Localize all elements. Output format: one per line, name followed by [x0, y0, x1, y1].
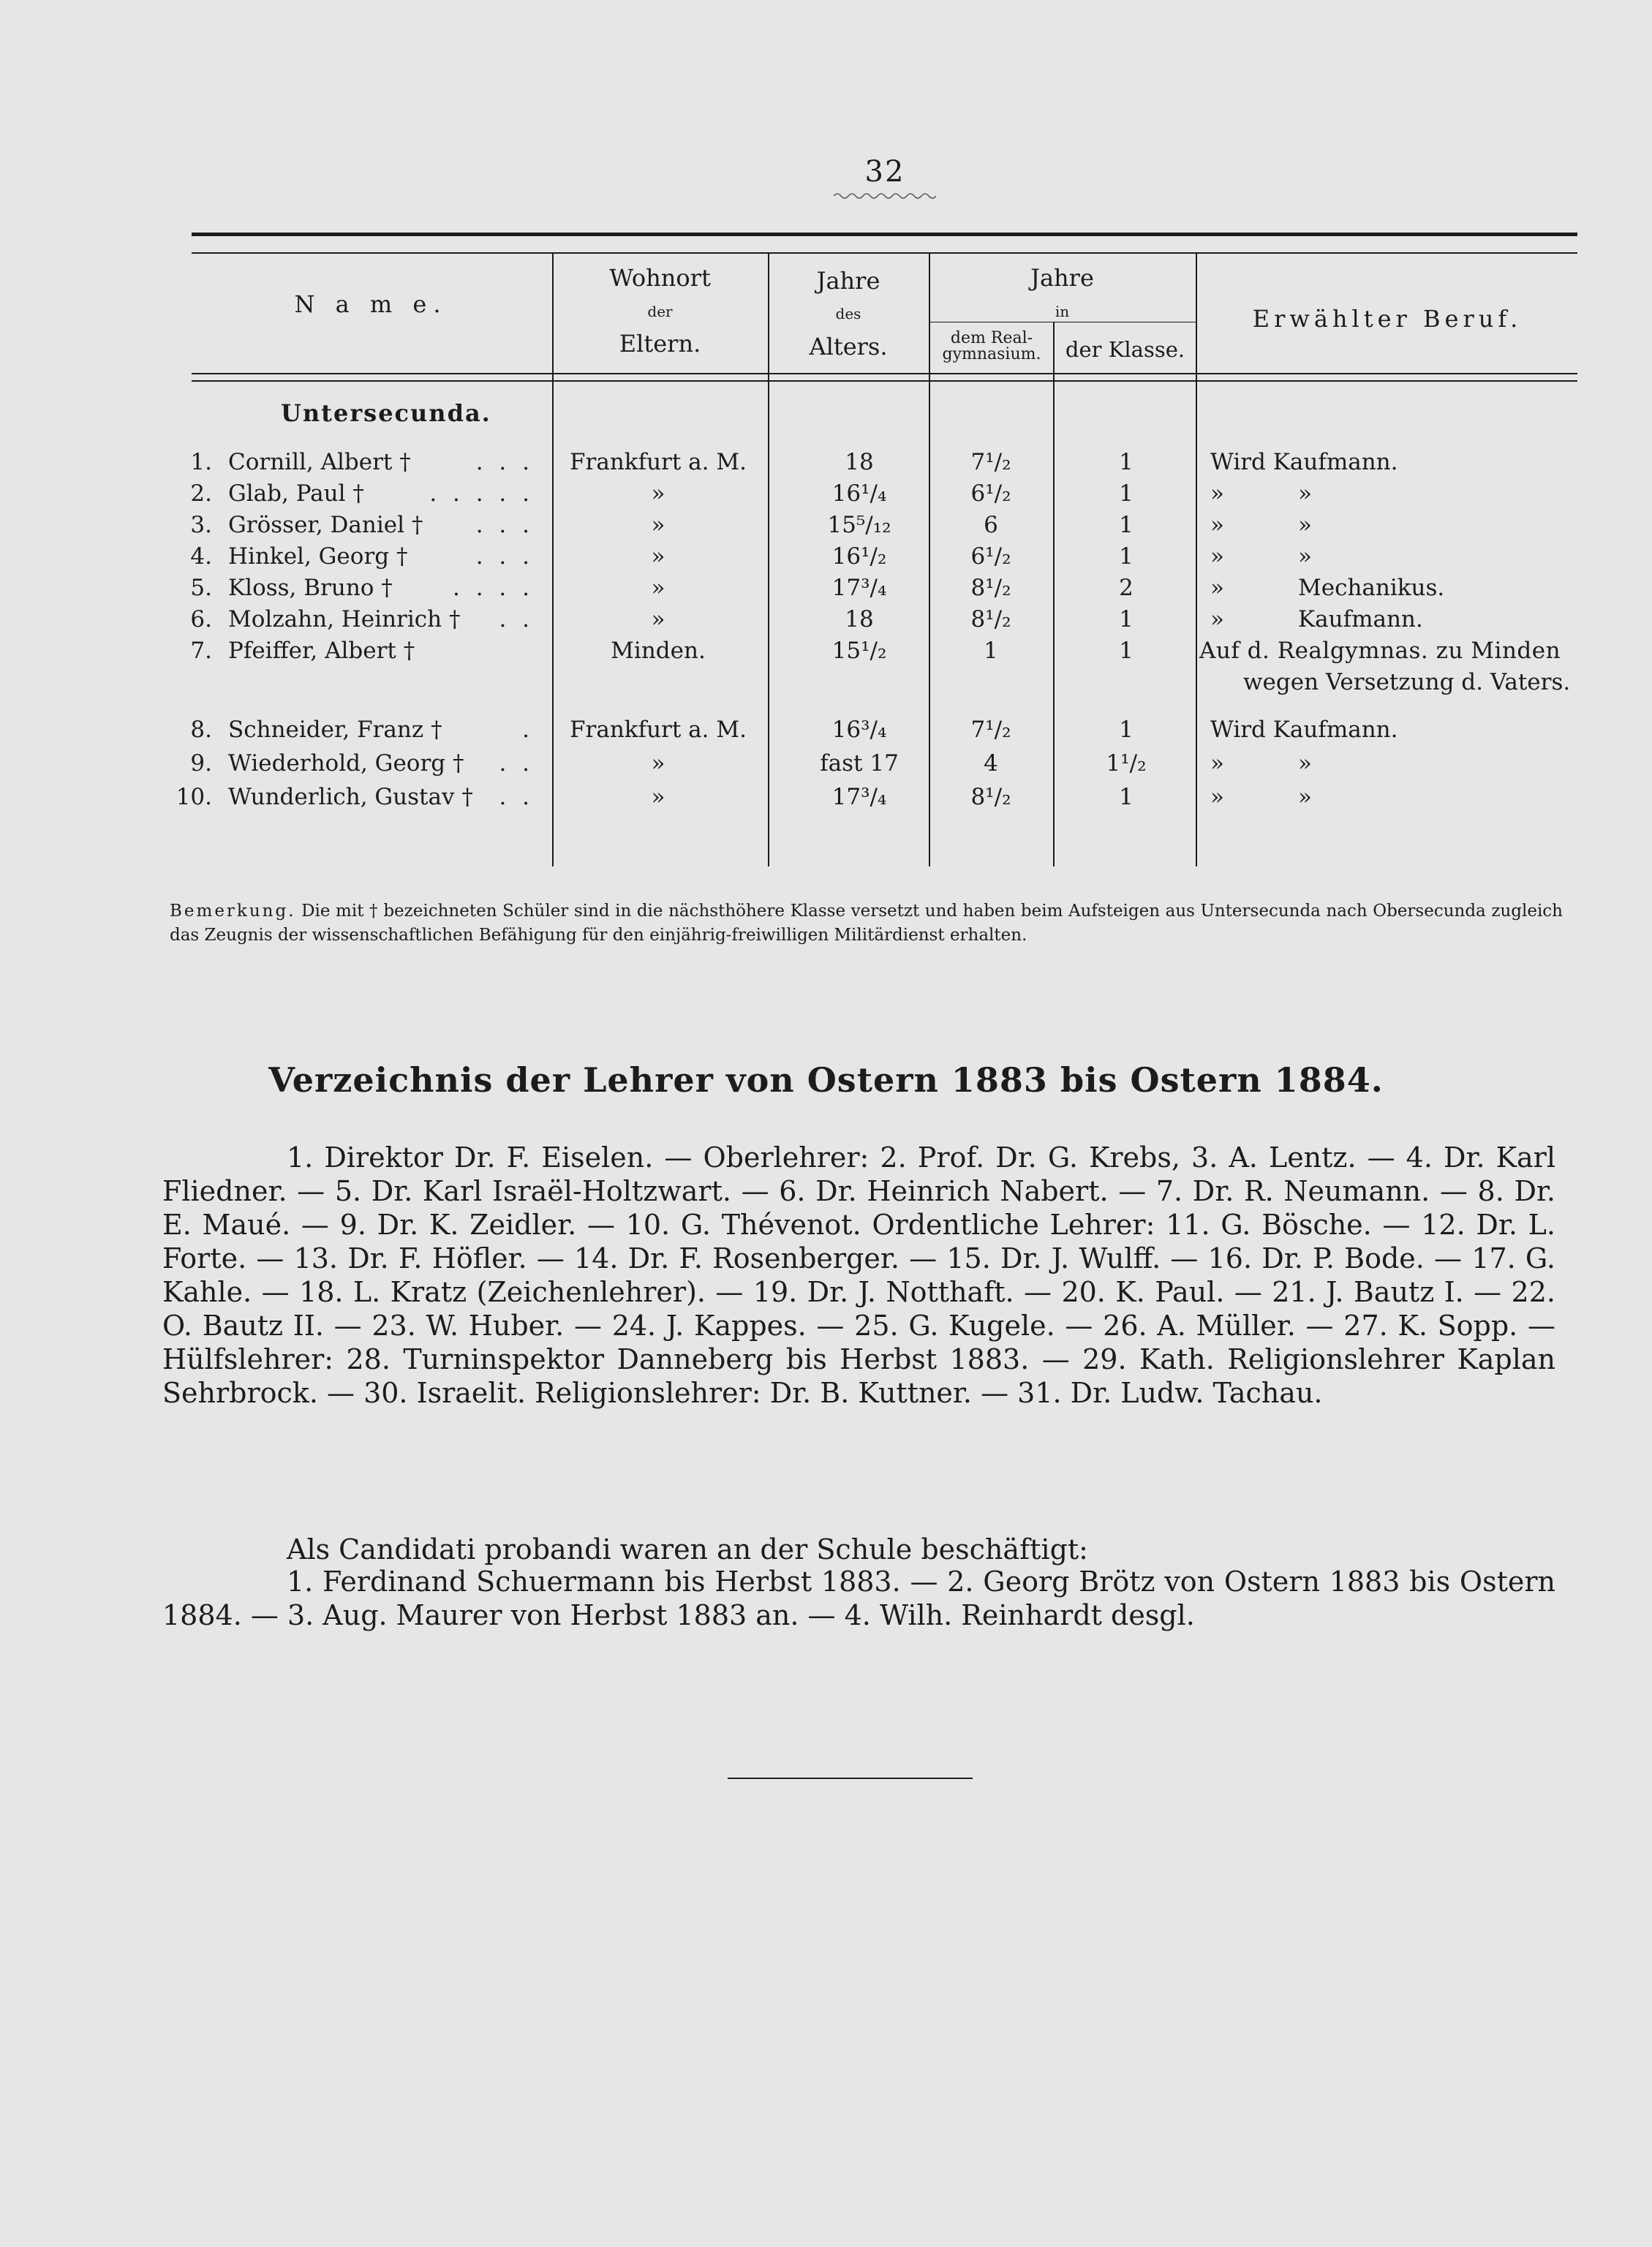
years-realgymnasium: 6¹/₂: [970, 543, 1011, 570]
header-eltern: Eltern.: [619, 330, 701, 358]
residence: »: [651, 543, 665, 570]
student-name: Cornill, Albert †: [228, 449, 411, 475]
career: »: [1210, 543, 1224, 570]
leader-dots: .: [522, 717, 534, 743]
student-name: Pfeiffer, Albert †: [228, 638, 415, 664]
career-2: »: [1298, 480, 1312, 507]
leader-dots: . . .: [475, 512, 534, 538]
years-realgymnasium: 8¹/₂: [970, 784, 1011, 810]
years-realgymnasium: 8¹/₂: [970, 606, 1011, 632]
residence: Minden.: [611, 638, 706, 664]
header-jahre-in: in: [1055, 303, 1070, 320]
student-name: Hinkel, Georg †: [228, 543, 408, 570]
page-number-ornament: [834, 192, 936, 200]
age: 16¹/₄: [831, 480, 887, 507]
years-realgymnasium: 6¹/₂: [970, 480, 1011, 507]
residence: »: [651, 512, 665, 538]
career-2: »: [1298, 543, 1312, 570]
student-name: Schneider, Franz †: [228, 717, 442, 743]
leader-dots: . .: [499, 750, 534, 777]
candidates-intro: Als Candidati probandi waren an der Schule beschäftigt:: [287, 1533, 1088, 1566]
student-name: Glab, Paul †: [228, 480, 364, 507]
age: 15¹/₂: [831, 638, 887, 664]
age: 15⁵/₁₂: [827, 512, 891, 538]
career: wegen Versetzung d. Vaters.: [1243, 669, 1571, 695]
row-number: 2.: [190, 480, 212, 507]
age: 18: [845, 449, 874, 475]
career: »: [1210, 784, 1224, 810]
header-bottom-rule: [192, 373, 1577, 374]
row-number: 3.: [190, 512, 212, 538]
leader-dots: . . . . .: [429, 480, 534, 507]
years-class: 1: [1119, 638, 1134, 664]
header-alter-des: des: [835, 305, 861, 322]
leader-dots: . . .: [475, 449, 534, 475]
header-realgymnasium: dem Real-gymnasium.: [942, 329, 1041, 363]
age: fast 17: [820, 750, 899, 777]
leader-dots: . . .: [475, 543, 534, 570]
career-2: »: [1298, 512, 1312, 538]
residence: »: [651, 480, 665, 507]
remark-text: Die mit † bezeichneten Schüler sind in die nächsthöhere Klasse versetzt und haben beim Aufsteigen aus Untersecunda nach Obersecunda zugleich das Zeugnis der wissenschaftlichen Befähigung für den einjährig-freiwilligen Militärdienst erhalten.: [170, 902, 1563, 945]
header-jahre: Jahre: [1030, 264, 1094, 292]
career: Wird Kaufmann.: [1210, 449, 1398, 475]
header-beruf: Erwählter Beruf.: [1252, 305, 1523, 333]
years-class: 1: [1119, 449, 1134, 475]
table-row: [0, 750, 1652, 787]
years-realgymnasium: 8¹/₂: [970, 575, 1011, 601]
career: »: [1210, 480, 1224, 507]
age: 16¹/₂: [831, 543, 887, 570]
row-number: 4.: [190, 543, 212, 570]
years-class: 1: [1119, 512, 1134, 538]
leader-dots: . .: [499, 784, 534, 810]
header-wohnort-der: der: [647, 303, 673, 320]
table-top-rule: [192, 233, 1577, 236]
years-realgymnasium: 7¹/₂: [970, 449, 1011, 475]
row-number: 6.: [190, 606, 212, 632]
remark-note: [170, 899, 1563, 948]
age: 17³/₄: [831, 784, 887, 810]
row-number: 10.: [176, 784, 212, 810]
student-name: Grösser, Daniel †: [228, 512, 423, 538]
candidates-list: 1. Ferdinand Schuermann bis Herbst 1883. — 2. Georg Brötz von Ostern 1883 bis Ostern 1884. — 3. Aug. Maurer von Herbst 1883 an. — 4. Wilh. Reinhardt desgl.: [162, 1566, 1555, 1631]
career-2: Kaufmann.: [1298, 606, 1423, 632]
row-number: 8.: [190, 717, 212, 743]
table-row-continuation: [0, 669, 1652, 706]
residence: Frankfurt a. M.: [570, 717, 747, 743]
residence: »: [651, 575, 665, 601]
header-wohnort: Wohnort: [609, 264, 711, 292]
residence: »: [651, 606, 665, 632]
career: »: [1210, 606, 1224, 632]
career: Auf d. Realgymnas. zu Minden: [1199, 638, 1561, 664]
table-row: [0, 784, 1652, 820]
residence: »: [651, 784, 665, 810]
student-name: Wiederhold, Georg †: [228, 750, 464, 777]
student-name: Wunderlich, Gustav †: [228, 784, 473, 810]
years-realgymnasium: 7¹/₂: [970, 717, 1011, 743]
years-class: 1: [1119, 717, 1134, 743]
career-2: »: [1298, 784, 1312, 810]
row-number: 1.: [190, 449, 212, 475]
remark-lead: Bemerkung.: [170, 902, 296, 921]
teachers-heading: Verzeichnis der Lehrer von Ostern 1883 bis Ostern 1884.: [268, 1060, 1384, 1100]
student-name: Molzahn, Heinrich †: [228, 606, 461, 632]
table-row: [0, 717, 1652, 753]
career: »: [1210, 575, 1224, 601]
years-class: 1: [1119, 480, 1134, 507]
career: Wird Kaufmann.: [1210, 717, 1398, 743]
age: 17³/₄: [831, 575, 887, 601]
career-2: »: [1298, 750, 1312, 777]
years-class: 1: [1119, 606, 1134, 632]
years-realgymnasium: 6: [984, 512, 998, 538]
leader-dots: . .: [499, 606, 534, 632]
years-class: 1: [1119, 543, 1134, 570]
age: 18: [845, 606, 874, 632]
row-number: 7.: [190, 638, 212, 664]
header-alters: Alters.: [809, 333, 888, 360]
years-class: 2: [1119, 575, 1134, 601]
residence: »: [651, 750, 665, 777]
page-number: 32: [864, 155, 905, 189]
career-2: Mechanikus.: [1298, 575, 1445, 601]
section-untersecunda: Untersecunda.: [281, 399, 491, 427]
teachers-list: 1. Direktor Dr. F. Eiselen. — Oberlehrer: 2. Prof. Dr. G. Krebs, 3. A. Lentz. — 4. Dr. Karl Fliedner. — 5. Dr. Karl Israël-Holtzwart. — 6. Dr. Heinrich Nabert. — 7. Dr. R. Neumann. — 8. Dr. E. Maué. — 9. Dr. K. Zeidler. — 10. G. Thévenot. Ordentliche Lehrer: 11. G. Bösche. — 12. Dr. L. Forte. — 13. Dr. F. Höfler. — 14. Dr. F. Rosenberger. — 15. Dr. J. Wulff. — 16. Dr. P. Bode. — 17. G. Kahle. — 18. L. Kratz (Zeichenlehrer). — 19. Dr. J. Notthaft. — 20. K. Paul. — 21. J. Bautz I. — 22. O. Bautz II. — 23. W. Huber. — 24. J. Kappes. — 25. G. Kugele. — 26. A. Müller. — 27. K. Sopp. — Hülfslehrer: 28. Turninspektor Danneberg bis Herbst 1883. — 29. Kath. Religionslehrer Kaplan Sehrbrock. — 30. Israelit. Religionslehrer: Dr. B. Kuttner. — 31. Dr. Ludw. Tachau.: [162, 1141, 1555, 1409]
row-number: 9.: [190, 750, 212, 777]
years-class: 1¹/₂: [1106, 750, 1147, 777]
leader-dots: . . . .: [453, 575, 534, 601]
age: 16³/₄: [831, 717, 887, 743]
years-class: 1: [1119, 784, 1134, 810]
closing-rule: [728, 1778, 973, 1779]
residence: Frankfurt a. M.: [570, 449, 747, 475]
career: »: [1210, 512, 1224, 538]
row-number: 5.: [190, 575, 212, 601]
years-realgymnasium: 4: [984, 750, 998, 777]
student-name: Kloss, Bruno †: [228, 575, 393, 601]
years-realgymnasium: 1: [984, 638, 998, 664]
header-alter-jahre: Jahre: [816, 267, 880, 295]
table-top-rule-2: [192, 252, 1577, 254]
career: »: [1210, 750, 1224, 777]
header-klasse: der Klasse.: [1065, 337, 1185, 362]
header-name: N a m e.: [294, 290, 448, 318]
header-bottom-rule-2: [192, 380, 1577, 382]
